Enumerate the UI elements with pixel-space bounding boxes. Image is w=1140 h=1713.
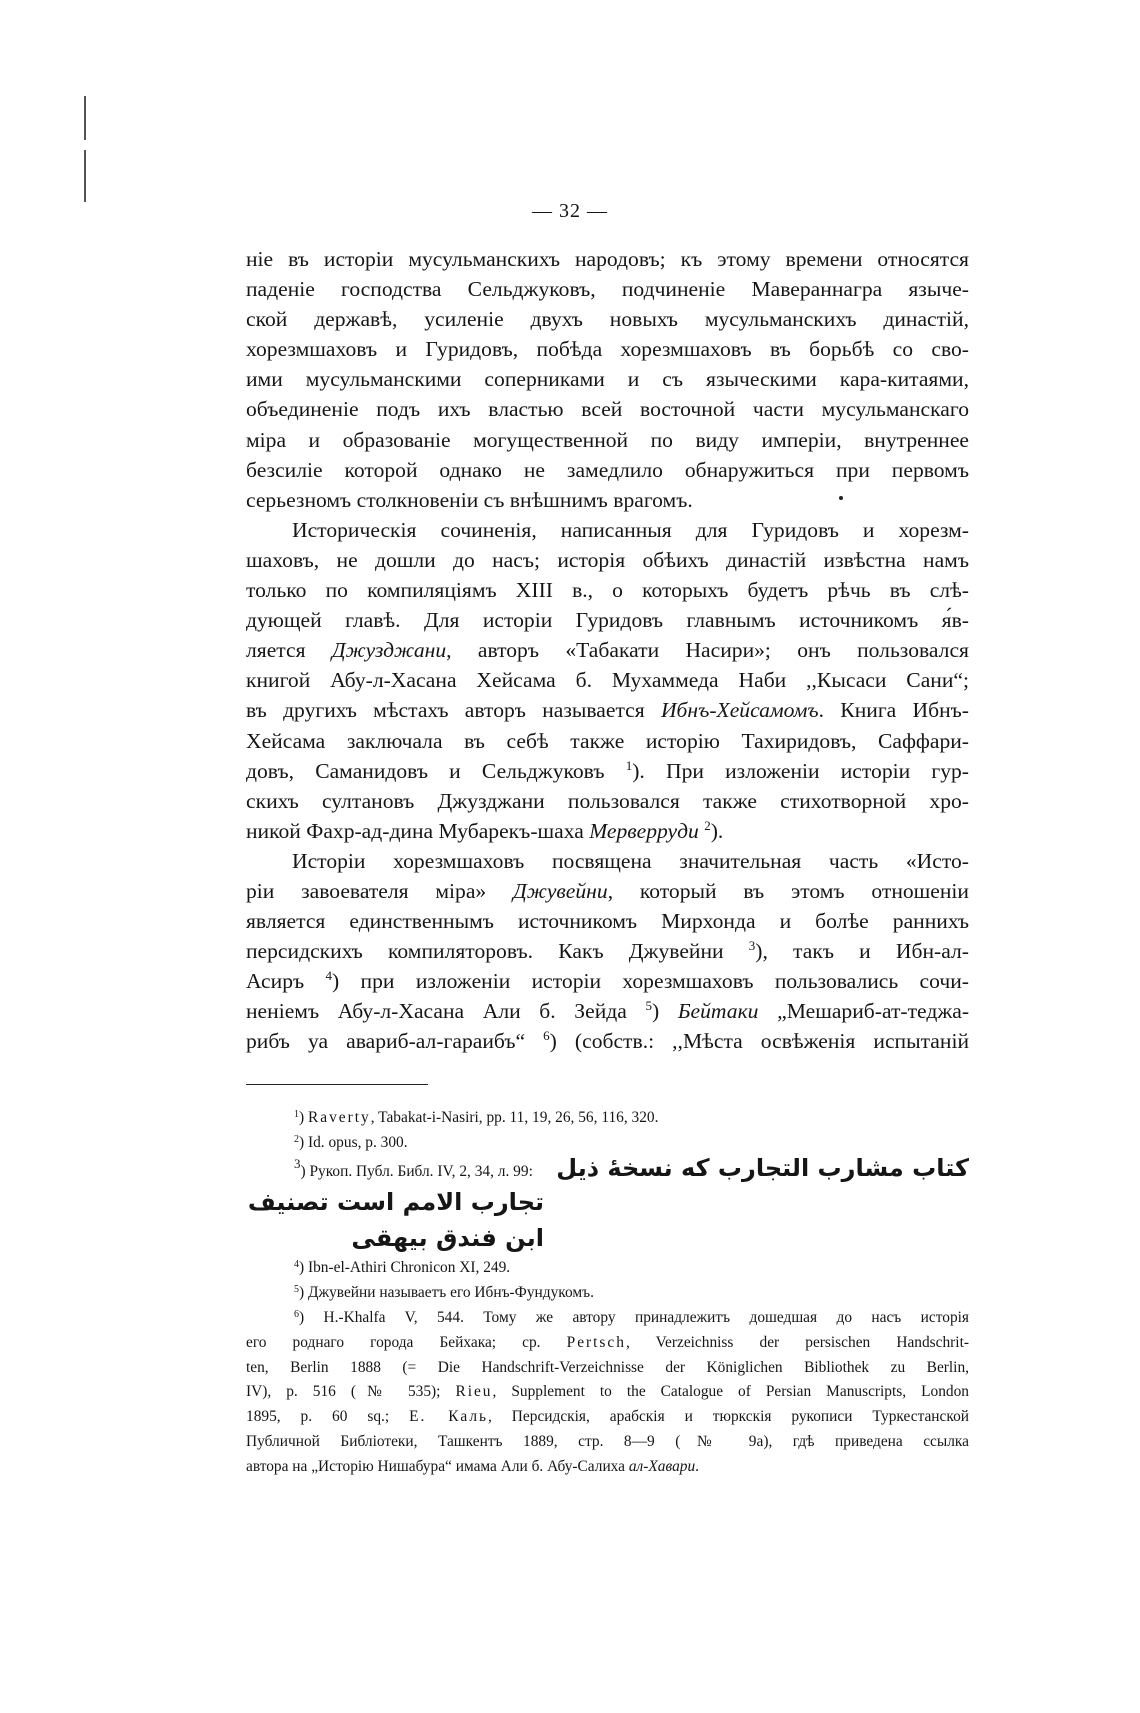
text-line xyxy=(246,756,969,786)
text-span: , авторъ «Табакати Насири»; онъ пользовался xyxy=(446,638,969,663)
text-line xyxy=(246,966,969,996)
text-span: ), такъ и Ибн-ал- xyxy=(755,939,969,964)
text-line: ніе въ исторіи мусульманскихъ народовъ; къ этому времени относятся xyxy=(246,247,969,271)
footnote-line xyxy=(246,1455,969,1480)
footnote-ref[interactable]: 5 xyxy=(645,998,652,1014)
footnote-mark: 4 xyxy=(294,1259,299,1271)
footnote-6 xyxy=(246,1306,969,1480)
author-name: Бейтаки xyxy=(677,999,759,1024)
text-span: никой Фахр-ад-дина Мубарекъ-шаха xyxy=(246,818,590,843)
text-span: рибъ уа авариб-ал-гараибъ“ xyxy=(246,1029,544,1054)
text-span: ) при изложеніи исторіи хорезмшаховъ пользовались сочи- xyxy=(332,969,969,994)
footnote-text: ) Ibn-el-Athiri Chronicon XI, 249. xyxy=(299,1259,511,1277)
text-line: скихъ султановъ Джузджани пользовался также стихотворной хро- xyxy=(246,788,969,813)
footnote-mark: 5 xyxy=(294,1284,299,1296)
text-line xyxy=(246,635,969,665)
scan-margin-line xyxy=(84,96,86,140)
text-line xyxy=(246,996,969,1026)
footnote-ref[interactable]: 4 xyxy=(325,968,333,984)
footnote-text: , Персидскія, арабскія и тюркскія рукописи Туркестанской xyxy=(488,1408,970,1426)
author-name: Джузджани xyxy=(331,638,447,663)
footnote-text xyxy=(294,1155,533,1185)
scan-margin-line xyxy=(84,150,86,202)
footnote-2 xyxy=(246,1131,969,1156)
text-span: ). xyxy=(710,818,724,843)
footnote-mark: 1 xyxy=(294,1109,299,1120)
footnote-3 xyxy=(246,1153,969,1185)
footnote-1: $^1$) Raverty, Tabakat-i-Nasiri, pp. 11, 19, 26, 56, 116, 320. xyxy=(294,1109,659,1126)
footnote-line xyxy=(246,1380,969,1405)
footnote-text: ) H.-Khalfa V, 544. Тому же автору принадлежитъ дошедшая до насъ исторія xyxy=(299,1308,969,1326)
text-line xyxy=(246,695,969,725)
footnote-mark: 6 xyxy=(294,1308,299,1320)
main-text xyxy=(246,244,969,1057)
footnotes xyxy=(246,1106,969,1480)
footnote-line: Публичной Библіотеки, Ташкентъ 1889, стр. 8—9 (№ 9а), гдѣ приведена ссылка xyxy=(246,1432,969,1450)
footnote-line xyxy=(246,1331,969,1356)
text-line: Хейсама заключала въ себѣ также исторію Тахиридовъ, Саффари- xyxy=(246,728,969,753)
footnote-4 xyxy=(246,1256,969,1281)
author-name: Pertsch xyxy=(566,1333,626,1351)
text-line: ской державѣ, усиленіе двухъ новыхъ мусульманскихъ династій, xyxy=(246,307,969,332)
text-span: ріи завоевателя міра» xyxy=(246,878,513,903)
text-span: ) xyxy=(651,999,678,1024)
author-name: Джувейни xyxy=(513,878,608,903)
arabic-quote: كتاب مشارب التجارب كه نسخهٔ ذيل xyxy=(556,1153,969,1182)
footnote-text: . xyxy=(695,1457,700,1475)
footnote-text: IV), p. 516 (№ 535); xyxy=(246,1383,456,1401)
text-line xyxy=(246,936,969,966)
footnote-text: 1895, p. 60 sq.; xyxy=(246,1408,410,1426)
text-span: „Мешариб-ат-теджа- xyxy=(758,999,970,1024)
footnote-ref[interactable]: 1 xyxy=(625,757,633,773)
ink-speck xyxy=(839,496,843,500)
text-line: ими мусульманскими соперниками и съ языческими кара-китаями, xyxy=(246,367,969,392)
footnote-separator xyxy=(246,1084,428,1085)
footnote-5 xyxy=(246,1281,969,1306)
footnote-ref[interactable]: 6 xyxy=(543,1028,550,1044)
footnote-text: ) Id. opus, p. 300. xyxy=(299,1133,408,1151)
author-name: Rieu xyxy=(455,1383,493,1401)
text-line: шаховъ, не дошли до насъ; исторія обѣихъ династій извѣстна намъ xyxy=(246,547,969,572)
footnote-mark: 3 xyxy=(294,1155,301,1171)
footnote-line: ten, Berlin 1888 (= Die Handschrift-Verzeichnisse der Königlichen Bibliothek zu Berlin, xyxy=(246,1358,969,1376)
text-span: ляется xyxy=(246,638,332,663)
page-number: — 32 — xyxy=(532,200,608,222)
text-span: , который въ этомъ отношеніи xyxy=(607,878,969,903)
footnote-line xyxy=(246,1306,969,1331)
footnote-text-span: ) Рукоп. Публ. Библ. IV, 2, 34, л. 99: xyxy=(300,1162,533,1180)
text-line: серьезномъ столкновеніи съ внѣшнимъ врагомъ. xyxy=(246,487,693,512)
arabic-quote-continued: تجارب الامم است تصنيف ابن فندق بيهقى xyxy=(247,1188,544,1253)
text-span: въ другихъ мѣстахъ авторъ называется xyxy=(246,698,661,723)
author-name: Ибнъ-Хейсамомъ xyxy=(660,698,819,723)
text-span: . Книга Ибнъ- xyxy=(818,698,969,723)
author-name: Е. Каль xyxy=(409,1408,489,1426)
text-line: безсиліе которой однако не замедлило обнаружиться при первомъ xyxy=(246,457,969,482)
text-line xyxy=(246,1026,969,1056)
author-name: Мерверруди xyxy=(589,818,699,843)
footnote-text: , Verzeichniss der persischen Handschrit- xyxy=(625,1333,969,1351)
text-span: персидскихъ компиляторовъ. Какъ Джувейни xyxy=(246,939,749,964)
text-line xyxy=(246,846,969,876)
text-span: довъ, Саманидовъ и Сельджуковъ xyxy=(246,758,626,783)
text-line: только по компиляціямъ XIII в., о которыхъ будетъ рѣчь въ слѣ- xyxy=(246,578,969,603)
text-line xyxy=(246,816,969,846)
text-line: дующей главѣ. Для исторіи Гуридовъ главнымъ источникомъ я́в- xyxy=(246,608,969,633)
text-span: Историческія сочиненія, написанныя для Гуридовъ и хорезм- xyxy=(292,517,969,542)
footnote-ref[interactable]: 3 xyxy=(748,938,756,954)
footnote-line xyxy=(246,1405,969,1430)
text-line: хорезмшаховъ и Гуридовъ, побѣда хорезмшаховъ въ борьбѣ со сво- xyxy=(246,337,969,362)
text-line: паденіе господства Сельджуковъ, подчиненіе Мавераннагра языче- xyxy=(246,277,969,302)
text-line: міра и образованіе могущественной по виду имперіи, внутреннее xyxy=(246,427,969,452)
text-line xyxy=(246,515,969,545)
text-line: объединеніе подъ ихъ властью всей восточной части мусульманскаго xyxy=(246,397,969,422)
text-span: Асиръ xyxy=(246,969,326,994)
footnote-text: , Tabakat-i-Nasiri, pp. 11, 19, 26, 56, 116, 320. xyxy=(370,1109,659,1126)
footnote-text: ) Джувейни называетъ его Ибнъ-Фундукомъ. xyxy=(299,1284,594,1302)
author-name: ал-Хавари xyxy=(628,1457,696,1475)
text-span: ). При изложеніи исторіи гур- xyxy=(632,758,970,783)
footnote-mark: 2 xyxy=(294,1133,299,1145)
footnote-text: , Supplement to the Catalogue of Persian Manuscripts, London xyxy=(492,1383,969,1401)
footnote-ref[interactable]: 2 xyxy=(704,817,711,833)
text-line: книгой Абу-л-Хасана Хейсама б. Мухаммеда Наби ,,Кысаси Сани“; xyxy=(246,668,969,693)
author-name: Raverty xyxy=(307,1109,371,1126)
text-line: является единственнымъ источникомъ Мирхонда и болѣе раннихъ xyxy=(246,909,969,934)
text-span: Исторіи хорезмшаховъ посвящена значительная часть «Исто- xyxy=(292,848,969,873)
text-span: ) (собств.: ,,Мѣста освѣженія испытаній xyxy=(549,1029,969,1054)
footnote-text: его роднаго города Бейхака; ср. xyxy=(246,1333,567,1351)
text-line xyxy=(246,876,969,906)
text-span: неніемъ Абу-л-Хасана Али б. Зейда xyxy=(246,999,646,1024)
footnote-text: автора на „Исторію Нишабура“ имама Али б. Абу-Салиха xyxy=(246,1457,629,1475)
